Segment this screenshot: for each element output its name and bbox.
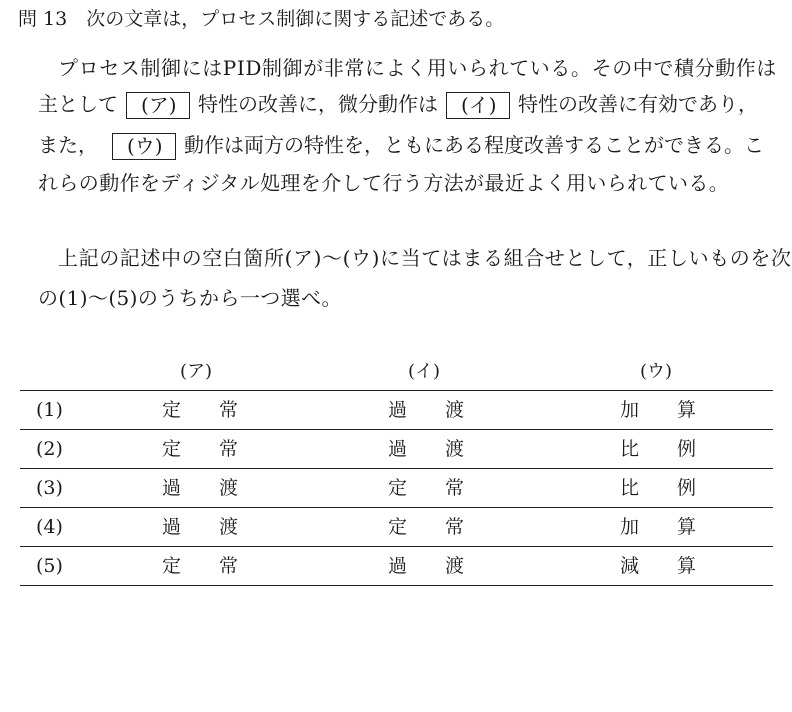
cell-i: 過渡 bbox=[388, 399, 464, 421]
body-line-4: れらの動作をディジタル処理を介して行う方法が最近よく用いられている。 bbox=[38, 171, 730, 195]
cell-i: 定常 bbox=[388, 477, 464, 499]
header-u: (ウ) bbox=[640, 361, 673, 382]
table-row[interactable] bbox=[20, 547, 773, 586]
choice-label: (4) bbox=[36, 516, 63, 538]
header-i: (イ) bbox=[408, 361, 441, 382]
body-line-3 bbox=[38, 130, 764, 160]
body-text: 特性の改善に有効であり， bbox=[518, 92, 758, 116]
question-title: 問 13 次の文章は，プロセス制御に関する記述である。 bbox=[18, 8, 505, 30]
choice-label: (5) bbox=[36, 555, 63, 577]
prompt-line-1: 上記の記述中の空白箇所(ア)～(ウ)に当てはまる組合せとして，正しいものを次 bbox=[58, 246, 792, 270]
table-row[interactable] bbox=[20, 391, 773, 430]
blank-box-i: (イ) bbox=[446, 92, 510, 119]
body-text: また， bbox=[38, 133, 98, 157]
header-a: (ア) bbox=[180, 361, 213, 382]
table-row[interactable] bbox=[20, 469, 773, 508]
body-line-2 bbox=[38, 89, 758, 119]
body-text: 主として bbox=[38, 92, 118, 116]
cell-a: 過渡 bbox=[162, 516, 238, 538]
body-text: 動作は両方の特性を，ともにある程度改善することができる。こ bbox=[184, 133, 764, 157]
body-text: 特性の改善に，微分動作は bbox=[198, 92, 438, 116]
cell-u: 比例 bbox=[620, 477, 696, 499]
table-row[interactable] bbox=[20, 508, 773, 547]
table-header bbox=[20, 352, 773, 391]
cell-i: 過渡 bbox=[388, 438, 464, 460]
cell-u: 加算 bbox=[620, 516, 696, 538]
prompt-line-2: の(1)～(5)のうちから一つ選べ。 bbox=[38, 286, 342, 310]
blank-box-a: (ア) bbox=[126, 92, 190, 119]
choice-label: (2) bbox=[36, 438, 63, 460]
table-rule bbox=[20, 585, 773, 586]
cell-i: 定常 bbox=[388, 516, 464, 538]
choice-label: (3) bbox=[36, 477, 63, 499]
cell-u: 比例 bbox=[620, 438, 696, 460]
cell-i: 過渡 bbox=[388, 555, 464, 577]
body-line-1: プロセス制御にはPID制御が非常によく用いられている。その中で積分動作は bbox=[58, 56, 777, 80]
cell-u: 減算 bbox=[620, 555, 696, 577]
cell-a: 定常 bbox=[162, 438, 238, 460]
blank-box-u: (ウ) bbox=[112, 133, 176, 160]
choice-label: (1) bbox=[36, 399, 63, 421]
cell-a: 過渡 bbox=[162, 477, 238, 499]
cell-u: 加算 bbox=[620, 399, 696, 421]
table-row[interactable] bbox=[20, 430, 773, 469]
cell-a: 定常 bbox=[162, 399, 238, 421]
cell-a: 定常 bbox=[162, 555, 238, 577]
